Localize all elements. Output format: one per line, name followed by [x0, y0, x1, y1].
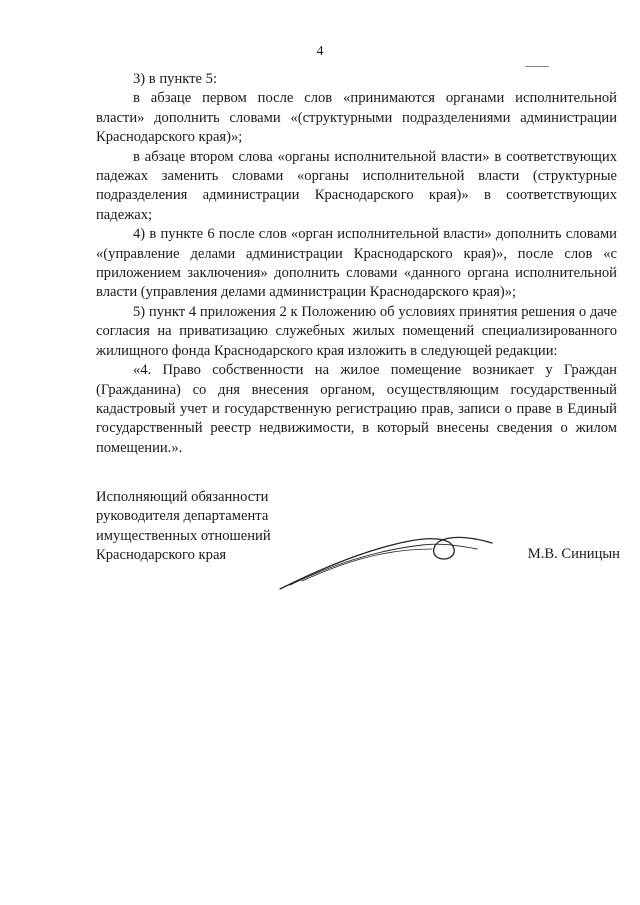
position-line: имущественных отношений — [96, 527, 271, 544]
paragraph-abzac-second: в абзаце втором слова «органы исполнительной власти» в соответствующих падежах заменить словами «органы исполнительной власти (структурные подразделения администрации Краснодарского края)» в соответствующих падежах; — [96, 148, 617, 223]
position-line: руководителя департамента — [96, 508, 269, 525]
corner-dash-mark — [525, 66, 549, 67]
paragraph-item-4: 4) в пункте 6 после слов «орган исполнительной власти» дополнить словами «(управление делами администрации Краснодарского края)», после слов «с приложением заключения» дополнить словами «данного органа исполнительной власти (управления делами администрации Краснодарского края)»; — [96, 226, 617, 301]
document-body — [96, 70, 617, 458]
position-line: Краснодарского края — [96, 547, 227, 564]
paragraph-item-5: 5) пункт 4 приложения 2 к Положению об условиях принятия решения о даче согласия на приватизацию служебных жилых помещений специализированного жилищного фонда Краснодарского края изложить в следующей редакции: — [96, 303, 617, 359]
handwritten-signature — [272, 515, 502, 595]
page-number: 4 — [316, 44, 324, 59]
signatory-position — [96, 488, 296, 566]
signer-name: М.В. Синицын — [527, 546, 620, 562]
position-line: Исполняющий обязанности — [96, 489, 269, 505]
paragraph-item-3: 3) в пункте 5: — [133, 71, 218, 87]
paragraph-abzac-first: в абзаце первом после слов «принимаются органами исполнительной власти» дополнить словами «(структурными подразделениями администрации Краснодарского края)»; — [96, 90, 617, 146]
paragraph-quoted-point-4: «4. Право собственности на жилое помещение возникает у Граждан (Гражданина) со дня внесения органом, осуществляющим государственный кадастровый учет и государственную регистрацию прав, записи о праве в Единый государственный реестр недвижимости, в который внесены сведения о жилом помещении.». — [96, 362, 617, 456]
